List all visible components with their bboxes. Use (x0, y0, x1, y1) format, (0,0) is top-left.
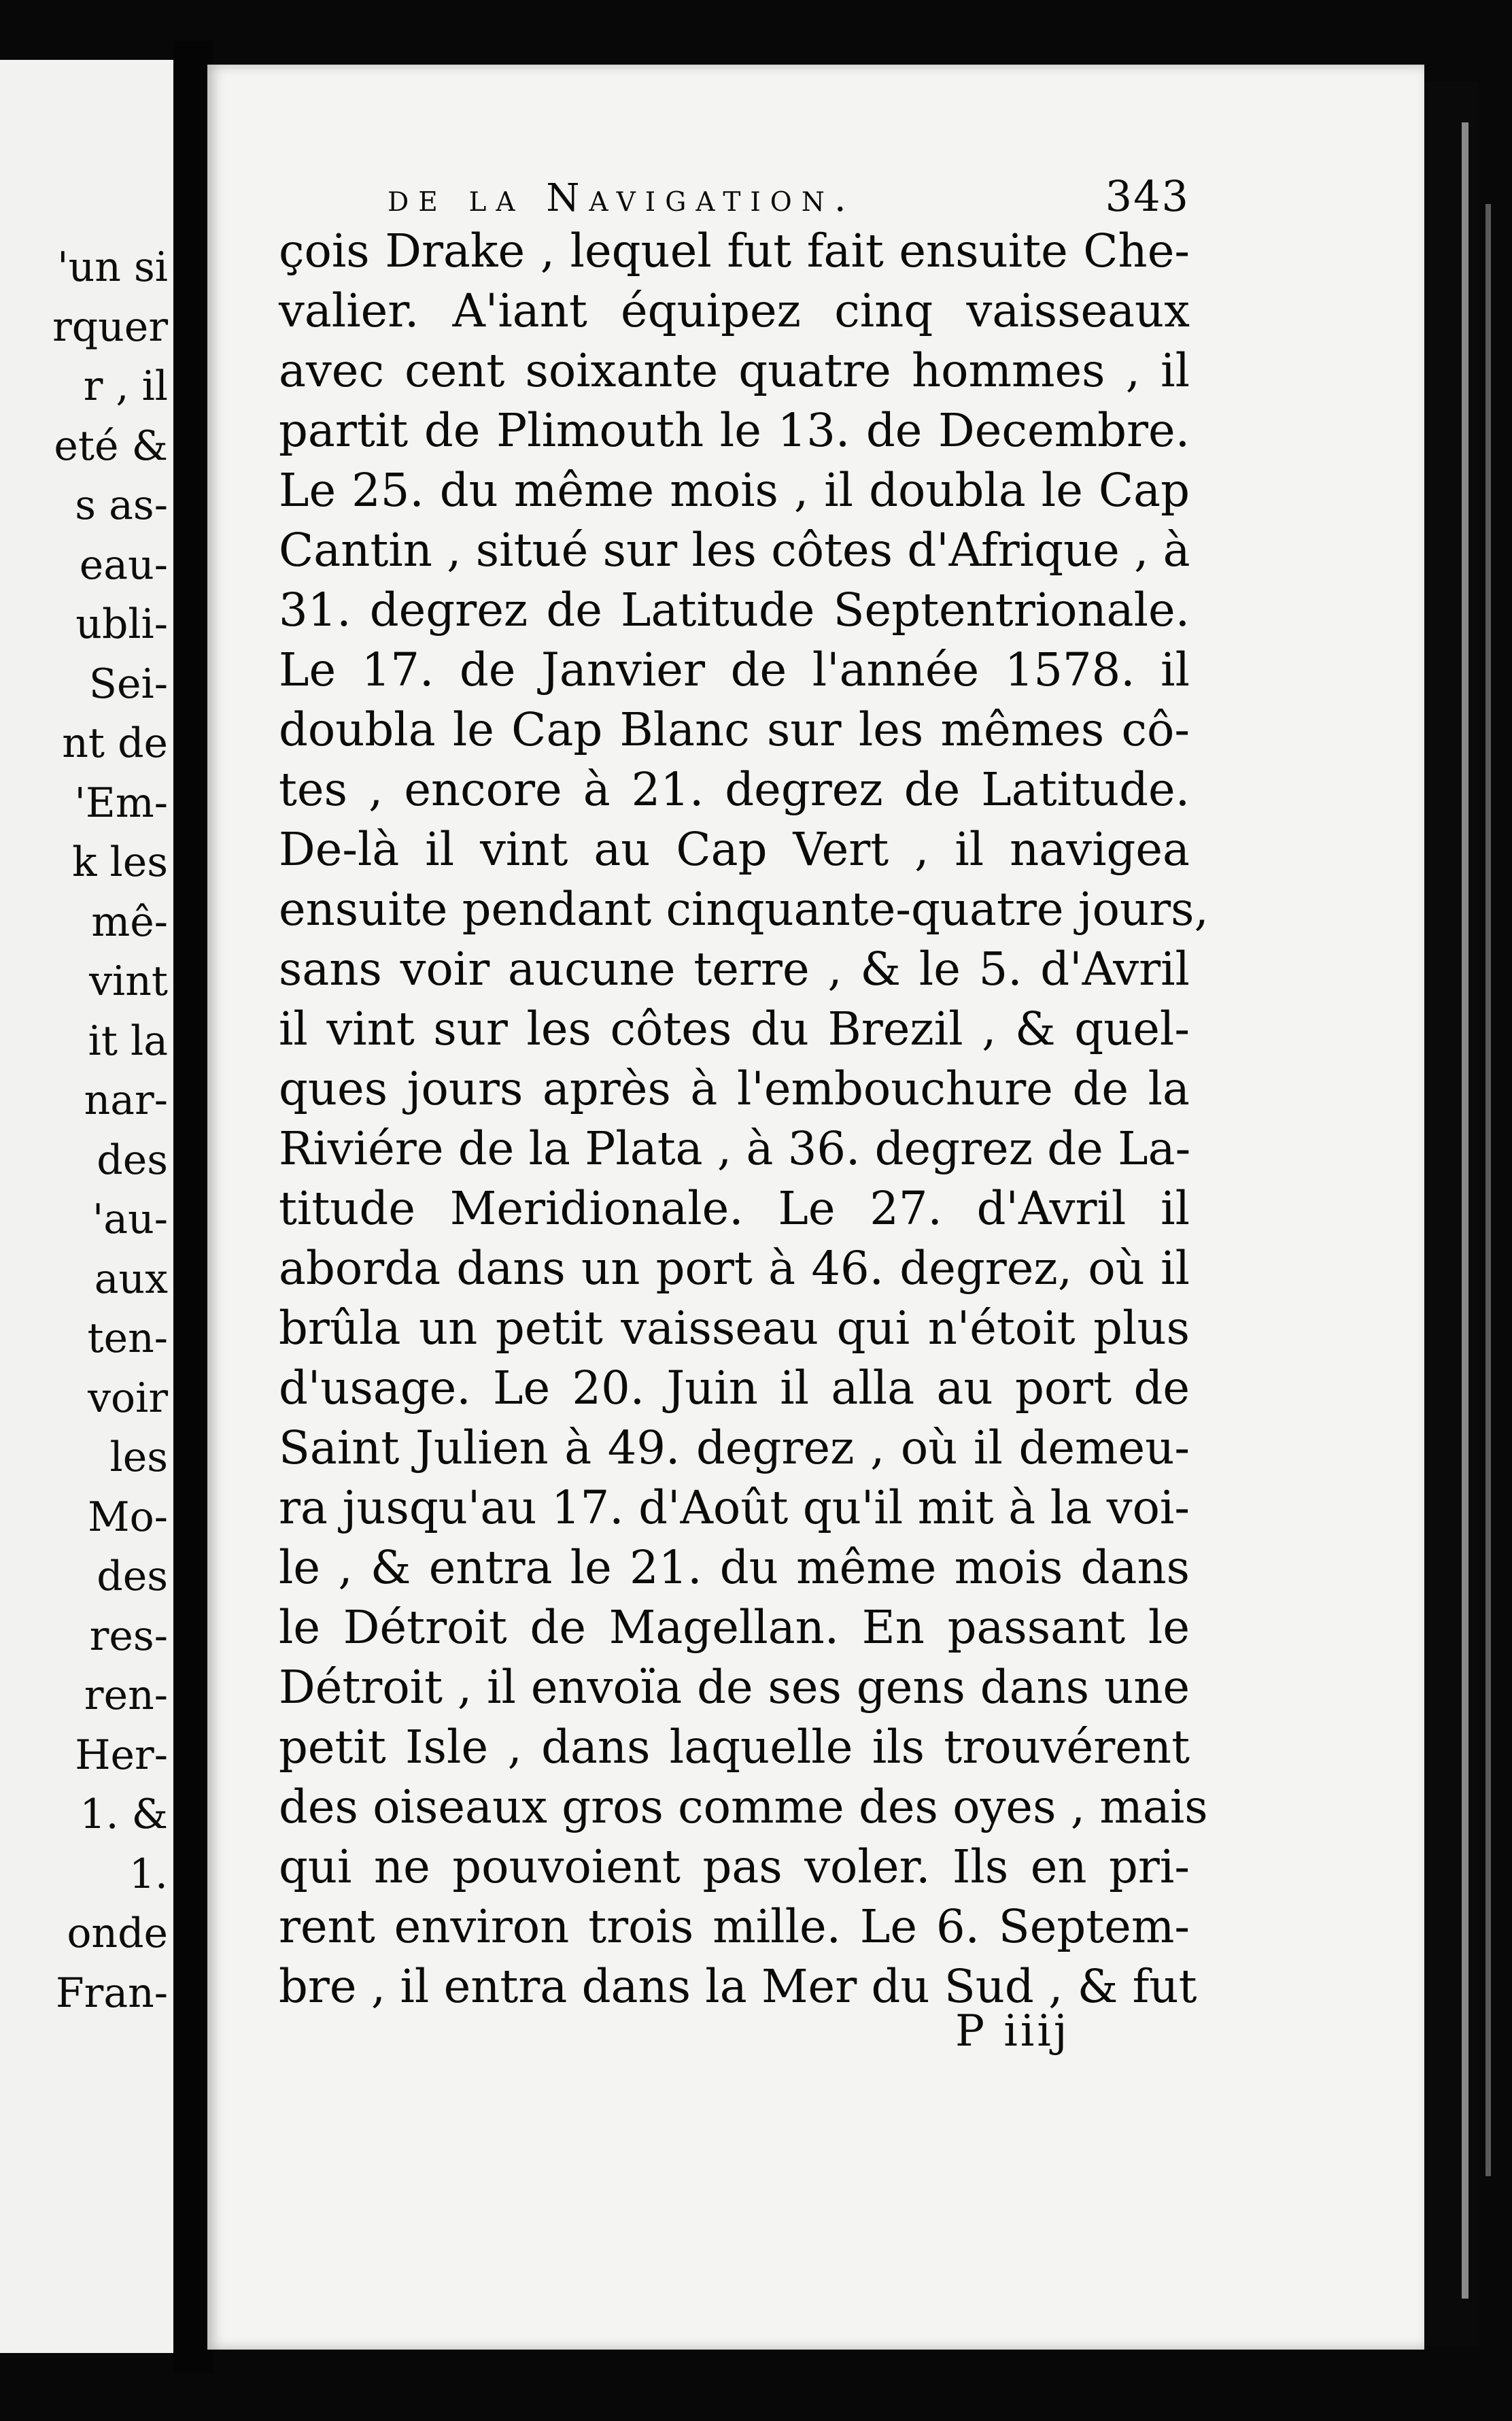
running-head (279, 167, 1190, 221)
text-line: ra jusqu'au 17. d'Août qu'il mit à la voi- (279, 1481, 1190, 1534)
text-line: le Détroit de Magellan. En passant le (279, 1601, 1190, 1654)
text-line: çois Drake , lequel fut fait ensuite Che- (279, 224, 1190, 277)
signature-mark: P iiij (955, 2006, 1070, 2056)
text-line: Détroit , il envoïa de ses gens dans une (279, 1661, 1190, 1714)
left-text-line: Her- (75, 1731, 168, 1779)
left-text-line: it la (88, 1017, 168, 1065)
text-line: tes , encore à 21. degrez de Latitude. (279, 763, 1190, 816)
left-text-line: 1. (128, 1850, 168, 1898)
left-text-line: res- (89, 1612, 168, 1660)
text-line: Le 25. du même mois , il doubla le Cap (279, 464, 1190, 517)
body-text (279, 221, 1209, 2016)
text-line: valier. A'iant équipez cinq vaisseaux (279, 284, 1190, 337)
text-line: ensuite pendant cinquante-quatre jours, (279, 883, 1209, 936)
left-text-line: ten- (87, 1315, 168, 1362)
text-line: qui ne pouvoient pas voler. Ils en pri- (279, 1840, 1190, 1893)
text-line: Saint Julien à 49. degrez , où il demeu- (279, 1421, 1190, 1474)
left-text-line: rquer (52, 303, 168, 351)
text-line: partit de Plimouth le 13. de Decembre. (279, 404, 1190, 457)
left-text-line: 1. & (80, 1791, 168, 1838)
text-line: des oiseaux gros comme des oyes , mais (279, 1780, 1208, 1833)
left-text-line: nt de (62, 719, 168, 767)
text-line: Cantin , situé sur les côtes d'Afrique , à (279, 524, 1190, 577)
left-text-line: Mo- (88, 1493, 168, 1541)
left-text-line: aux (94, 1255, 168, 1303)
text-line: doubla le Cap Blanc sur les mêmes cô- (279, 703, 1190, 756)
text-line: bre , il entra dans la Mer du Sud , & fut (279, 1960, 1197, 2013)
left-page-text (0, 238, 173, 2023)
text-line: le , & entra le 21. du même mois dans (279, 1541, 1190, 1594)
left-text-line: des (97, 1136, 168, 1184)
left-text-line: s as- (75, 481, 168, 529)
text-line: avec cent soixante quatre hommes , il (279, 344, 1190, 397)
left-text-line: nar- (84, 1077, 168, 1124)
left-text-line: ren- (84, 1672, 168, 1719)
text-line: De-là il vint au Cap Vert , il navigea (279, 823, 1190, 876)
text-line: 31. degrez de Latitude Septentrionale. (279, 583, 1190, 637)
left-text-line: vint (89, 958, 168, 1005)
text-line: rent environ trois mille. Le 6. Septem- (279, 1900, 1190, 1953)
left-text-line: voir (88, 1374, 168, 1422)
text-line: petit Isle , dans laquelle ils trouvérent (279, 1721, 1190, 1774)
text-line: Le 17. de Janvier de l'année 1578. il (279, 643, 1190, 696)
left-text-line: r , il (83, 362, 168, 410)
left-text-line: 'au- (92, 1196, 168, 1243)
page-edge-stripe (1485, 204, 1491, 2176)
left-text-line: 'Em- (74, 779, 168, 827)
running-title: de la Navigation. (388, 176, 856, 220)
left-text-line: Sei- (88, 660, 168, 708)
left-text-line: ubli- (75, 600, 168, 648)
main-text-block (279, 167, 1209, 2016)
left-text-line: eté & (54, 422, 168, 470)
left-text-line: des (97, 1553, 168, 1600)
left-text-line: eau- (79, 541, 168, 589)
text-line: titude Meridionale. Le 27. d'Avril il (279, 1182, 1190, 1235)
text-line: ques jours après à l'embouchure de la (279, 1062, 1190, 1115)
text-line: brûla un petit vaisseau qui n'étoit plus (279, 1302, 1190, 1355)
book-edge (1424, 82, 1479, 2346)
left-text-line: k les (72, 839, 168, 886)
left-text-line: Fran- (56, 1969, 168, 2017)
page-number: 343 (1105, 171, 1190, 221)
text-line: Riviére de la Plata , à 36. degrez de La- (279, 1122, 1191, 1175)
text-line: aborda dans un port à 46. degrez, où il (279, 1242, 1190, 1295)
left-text-line: onde (67, 1910, 168, 1957)
left-text-line: les (109, 1434, 168, 1481)
text-line: sans voir aucune terre , & le 5. d'Avril (279, 943, 1190, 996)
left-text-line: mê- (91, 898, 168, 946)
left-text-line: 'un si (57, 243, 168, 291)
text-line: il vint sur les côtes du Brezil , & quel- (279, 1002, 1190, 1055)
page-edge-stripe (1462, 122, 1468, 2299)
text-line: d'usage. Le 20. Juin il alla au port de (279, 1361, 1190, 1415)
